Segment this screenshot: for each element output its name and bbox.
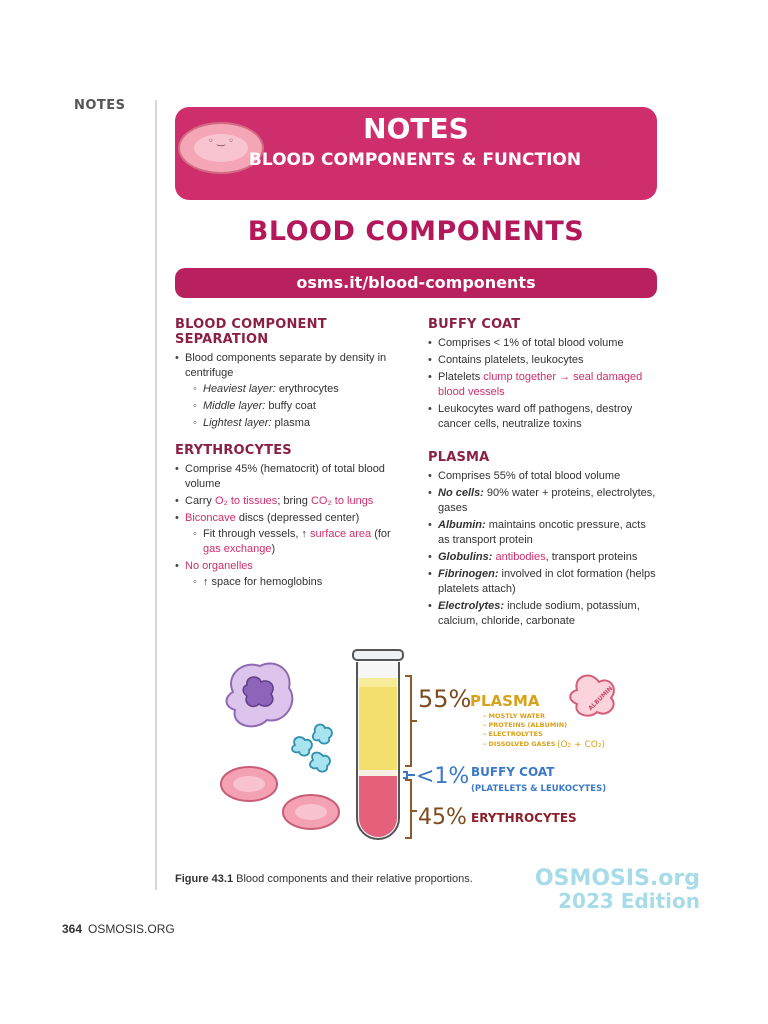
ery-biconcave: Biconcave <box>185 512 236 524</box>
buffy-percent: <1% <box>416 764 470 789</box>
ery-o2: O₂ to tissues <box>214 495 278 507</box>
list-item <box>428 353 658 368</box>
gases-label: (O₂ + CO₂) <box>557 740 605 750</box>
ery-for: (for <box>371 528 391 540</box>
list-item <box>428 370 658 400</box>
buffy-section <box>428 317 658 432</box>
erythrocyte-label: ERYTHROCYTES <box>471 811 577 825</box>
plasma-item: – DISSOLVED GASES <box>483 740 556 748</box>
plasma-section <box>428 450 658 629</box>
albumin-blob <box>570 676 614 716</box>
ery-hematocrit: Comprise 45% (hematocrit) of total blood volume <box>185 463 385 490</box>
cell-face: ◦ ‿ ◦ <box>207 136 235 147</box>
osmosis-brand <box>520 866 700 913</box>
osmosis-link[interactable]: osms.it/blood-components <box>175 268 657 298</box>
buffy-volume: Comprises < 1% of total blood volume <box>438 337 624 349</box>
separation-section <box>175 317 405 431</box>
right-column <box>428 317 658 641</box>
caption-text: Blood components and their relative proportions. <box>233 873 473 885</box>
list-item <box>428 550 658 565</box>
sub-item <box>185 382 405 397</box>
plasma-item: – ELECTROLYTES <box>483 730 543 738</box>
sub-item <box>185 399 405 414</box>
banner-title: NOTES <box>363 112 469 145</box>
figure-caption <box>175 873 473 885</box>
list-item <box>428 518 658 548</box>
list-item <box>175 462 405 492</box>
left-column <box>175 317 405 602</box>
buffy-leukocytes: Leukocytes ward off pathogens, destroy cancer cells, neutralize toxins <box>438 403 633 430</box>
plasma-volume: Comprises 55% of total blood volume <box>438 470 621 482</box>
albumin-tag: ALBUMIN <box>587 685 615 713</box>
plasma-bracket <box>405 676 417 766</box>
caption-label: Figure 43.1 <box>175 873 234 885</box>
ery-surface-area: surface area <box>310 528 372 540</box>
plasma-item: – MOSTLY WATER <box>483 712 546 720</box>
plasma-albumin-text: maintains oncotic pressure, acts as transport protein <box>438 519 646 546</box>
platelet-icon <box>292 725 332 772</box>
buffy-heading: BUFFY COAT <box>428 317 521 332</box>
separation-text: Blood components separate by density in centrifuge <box>185 352 387 379</box>
buffy-arrow: → <box>556 371 574 383</box>
plasma-percent: 55% <box>418 685 472 713</box>
list-item <box>175 559 405 590</box>
plasma-electrolytes-text: include sodium, potassium, calcium, chloride, carbonate <box>438 600 640 627</box>
buffy-clump: clump together <box>483 371 557 383</box>
blood-tube-figure <box>215 640 635 860</box>
ery-gas-exchange: gas exchange <box>203 543 272 555</box>
buffy-seal: seal damaged blood vessels <box>438 371 643 398</box>
ery-co2: CO₂ to lungs <box>310 495 374 507</box>
side-notes-label: NOTES <box>74 98 126 113</box>
sub-item <box>185 527 405 557</box>
leukocyte-icon <box>227 663 293 726</box>
buffy-bracket <box>403 772 415 778</box>
buffy-label: BUFFY COAT <box>471 765 555 779</box>
plasma-globulins-label: Globulins: <box>438 551 493 563</box>
page-title: BLOOD COMPONENTS <box>247 216 585 247</box>
list-item <box>428 336 658 351</box>
plasma-item: – PROTEINS (ALBUMIN) <box>483 721 568 729</box>
plasma-globulins-text: , transport proteins <box>545 551 638 563</box>
ery-hemoglobin-space: ↑ space for hemoglobins <box>203 576 323 588</box>
ery-carry: Carry <box>185 495 215 507</box>
plasma-fibrinogen-label: Fibrinogen: <box>438 568 499 580</box>
list-item <box>428 486 658 516</box>
side-divider <box>155 100 157 890</box>
list-item <box>428 567 658 597</box>
plasma-nocells-text: 90% water + proteins, electrolytes, gases <box>438 487 656 514</box>
heaviest-text: erythrocytes <box>275 383 339 395</box>
buffy-platelets: Platelets <box>438 371 484 383</box>
plasma-albumin-label: Albumin: <box>438 519 486 531</box>
ery-discs: discs (depressed center) <box>235 512 360 524</box>
red-blood-cell-icon <box>221 767 339 829</box>
plasma-antibodies: antibodies <box>495 551 546 563</box>
sub-item <box>185 416 405 431</box>
ery-fit: Fit through vessels, ↑ <box>203 528 310 540</box>
buffy-contains: Contains platelets, leukocytes <box>438 354 584 366</box>
ery-no-organelles: No organelles <box>185 560 253 572</box>
plasma-electrolytes-label: Electrolytes: <box>438 600 505 612</box>
ery-bring: ; bring <box>277 495 311 507</box>
buffy-sub: (PLATELETS & LEUKOCYTES) <box>471 784 607 794</box>
footer-site: OSMOSIS.ORG <box>88 922 175 936</box>
list-item <box>428 599 658 629</box>
middle-text: buffy coat <box>265 400 316 412</box>
ery-paren: ) <box>271 543 276 555</box>
brand-edition: 2023 Edition <box>558 889 700 913</box>
plasma-heading: PLASMA <box>428 450 490 465</box>
list-item <box>175 351 405 431</box>
plasma-label: PLASMA <box>470 692 540 710</box>
erythrocyte-percent: 45% <box>418 805 467 830</box>
lightest-label: Lightest layer: <box>203 417 272 429</box>
separation-heading: BLOOD COMPONENT SEPARATION <box>175 317 327 347</box>
plasma-fibrinogen-text: involved in clot formation (helps platelets attach) <box>438 568 656 595</box>
heaviest-label: Heaviest layer: <box>203 383 276 395</box>
middle-label: Middle layer: <box>203 400 266 412</box>
page-number: 364 <box>62 922 83 936</box>
list-item <box>428 402 658 432</box>
erythrocytes-section <box>175 443 405 590</box>
brand-name: OSMOSIS.org <box>534 866 700 891</box>
erythrocytes-heading: ERYTHROCYTES <box>175 443 292 458</box>
test-tube <box>353 650 403 839</box>
page-footer <box>62 922 175 936</box>
list-item <box>175 511 405 557</box>
list-item <box>175 494 405 509</box>
list-item <box>428 469 658 484</box>
plasma-nocells-label: No cells: <box>438 487 484 499</box>
lightest-text: plasma <box>271 417 311 429</box>
sub-item <box>185 575 405 590</box>
banner-subtitle: BLOOD COMPONENTS & FUNCTION <box>248 150 582 170</box>
